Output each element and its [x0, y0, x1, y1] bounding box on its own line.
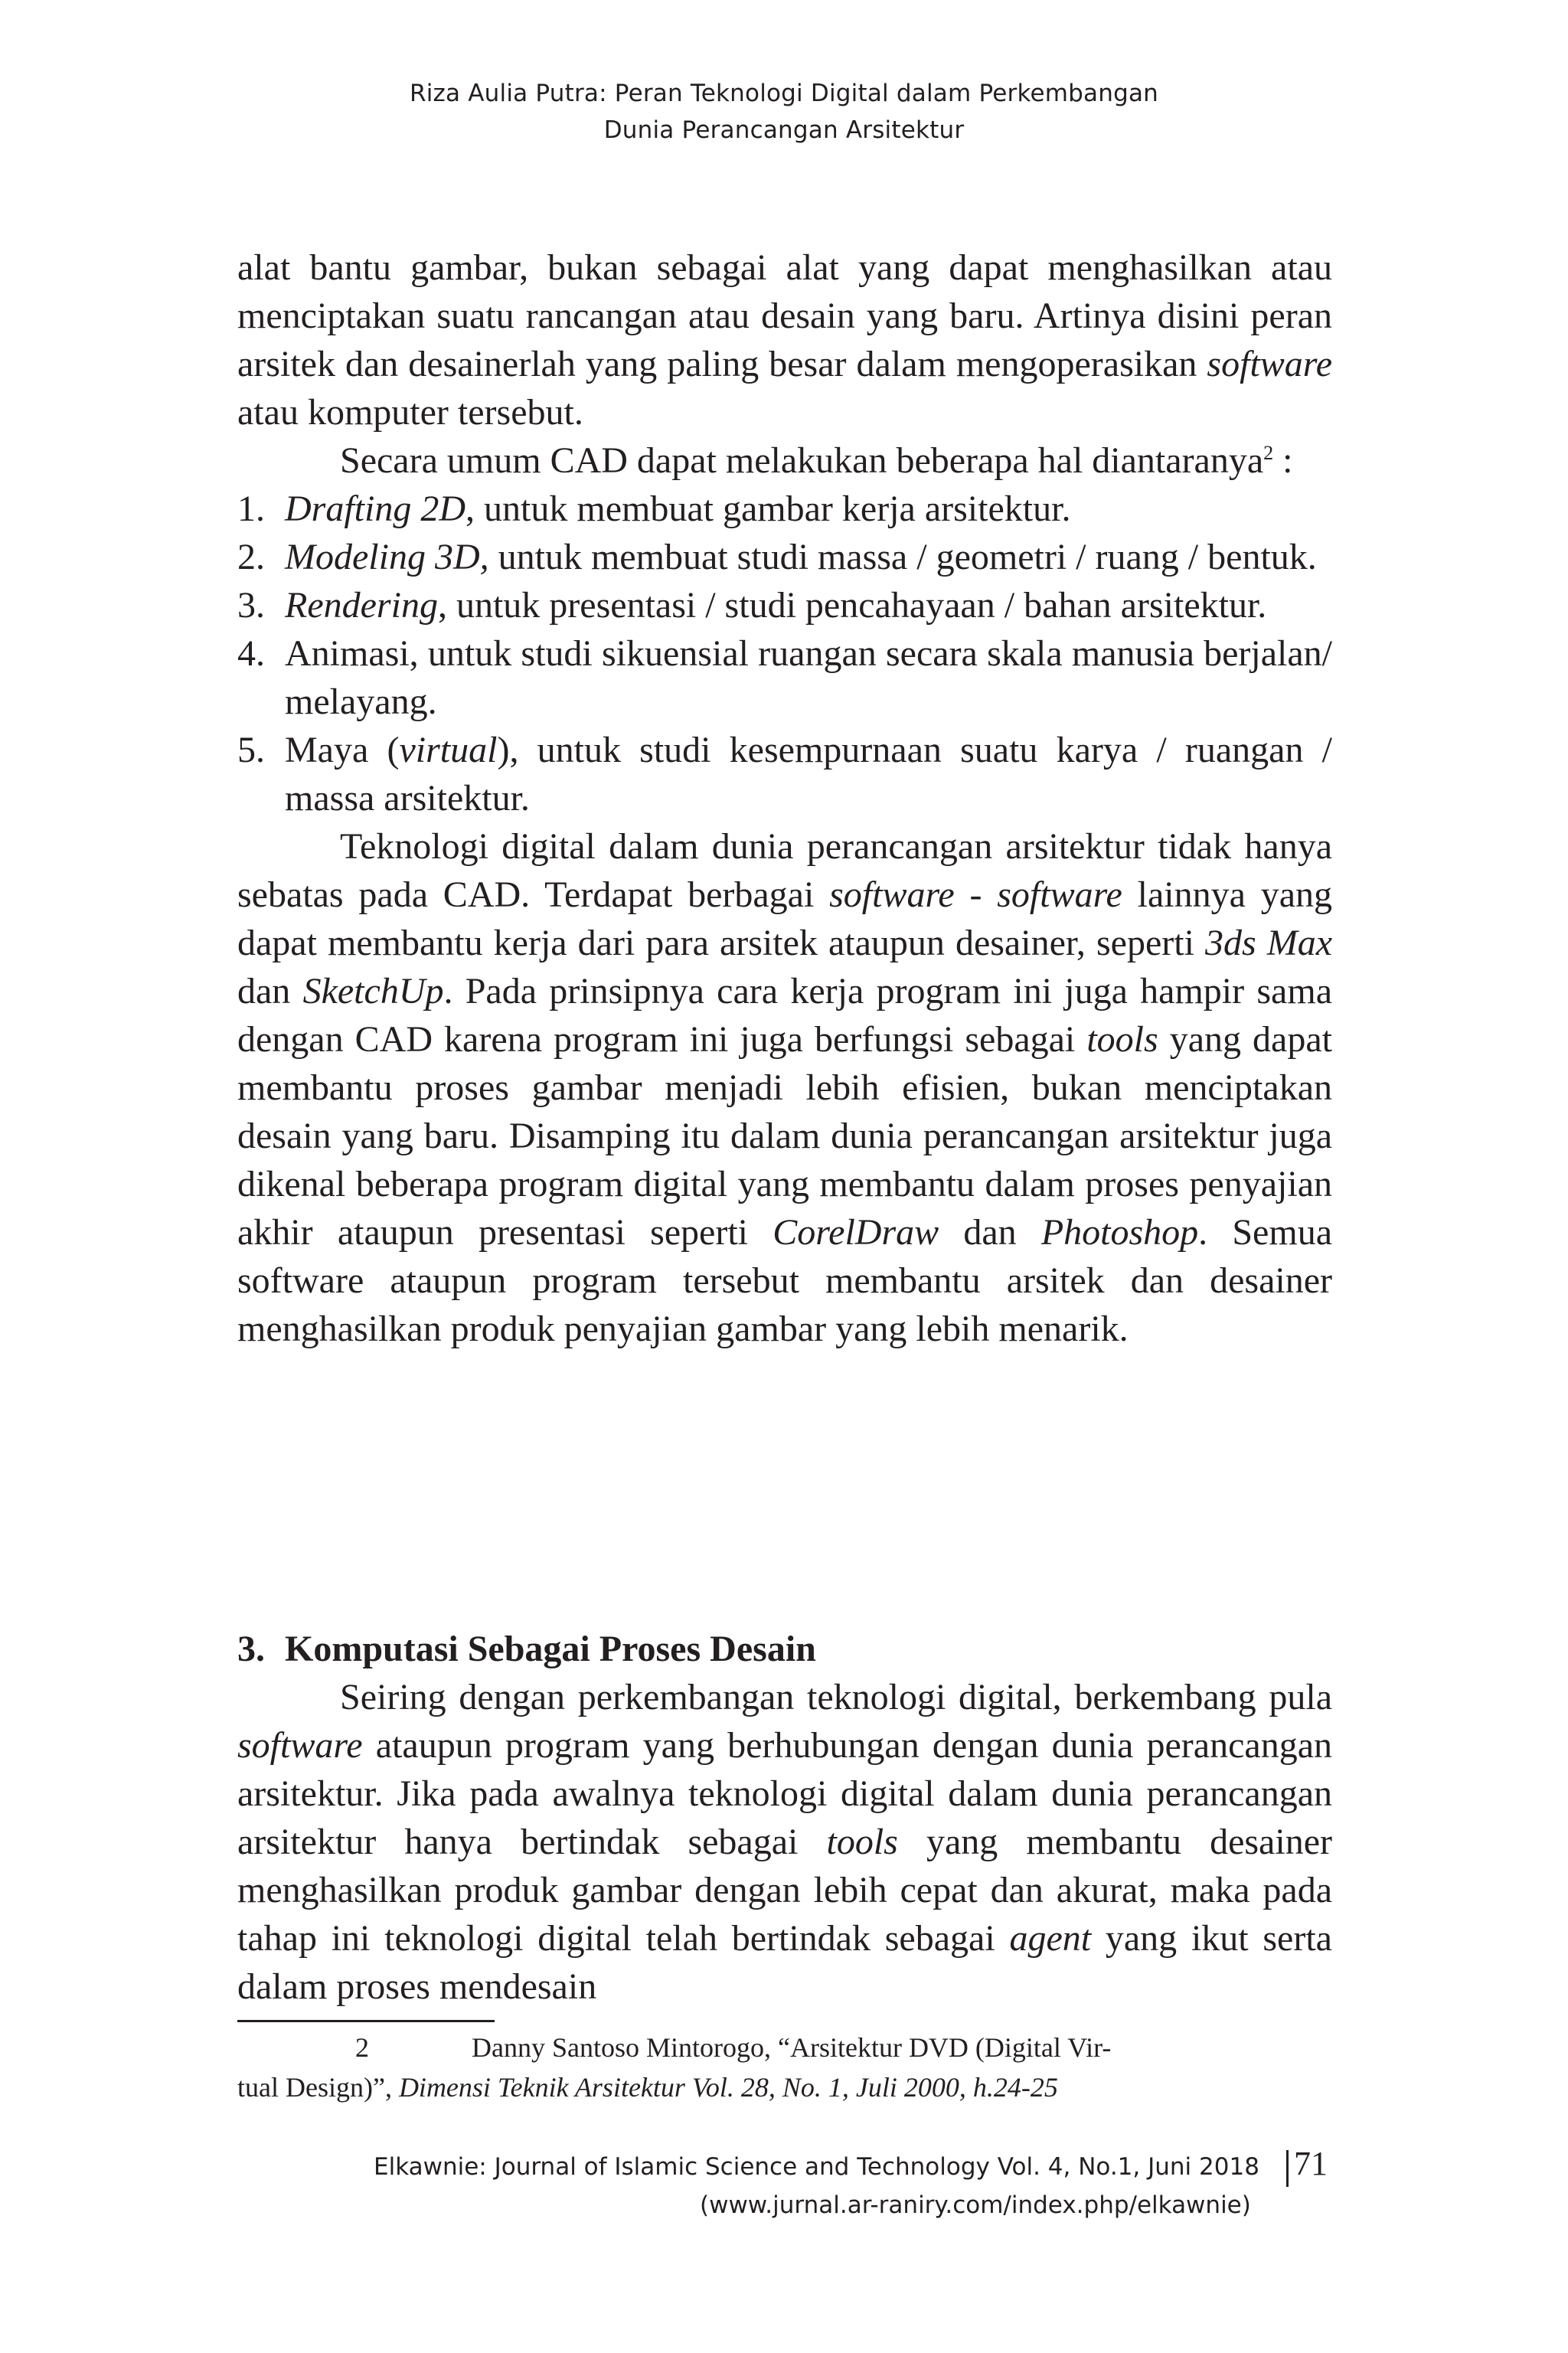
body-text	[237, 243, 1332, 1353]
paragraph-4: Seiring dengan perkembangan teknologi digital, berkembang pula software ataupun program yang berhubungan dengan dunia perancangan arsitektur. Jika pada awalnya teknologi digital dalam dunia perancangan arsitektur hanya bertindak sebagai tools yang membantu desainer menghasilkan produk gambar dengan lebih cepat dan akurat, maka pada tahap ini teknologi digital telah bertindak sebagai agent yang ikut serta dalam proses mendesain	[237, 1677, 1332, 2007]
list-item: 2. Modeling 3D, untuk membuat studi massa / geometri / ruang / bentuk.	[237, 537, 1317, 577]
paragraph-1: alat bantu gambar, bukan sebagai alat yang dapat menghasilkan atau menciptakan suatu rancangan atau desain yang baru. Artinya disini peran arsitek dan desainerlah yang paling besar dalam mengoperasikan software atau komputer tersebut.	[237, 247, 1332, 433]
section-heading: 3. Komputasi Sebagai Proses Desain	[237, 1629, 816, 1669]
section-3	[237, 1625, 1332, 2011]
journal-url: (www.jurnal.ar-raniry.com/index.php/elkawnie)	[700, 2191, 1251, 2219]
footnote-number: 2	[355, 2032, 369, 2063]
running-header-line2: Dunia Perancangan Arsitektur	[603, 116, 965, 144]
running-header-line1: Riza Aulia Putra: Peran Teknologi Digital dalam Perkembangan	[409, 80, 1159, 107]
footnote: 2 Danny Santoso Mintorogo, “Arsitektur DVD (Digital Vir- tual Design)”, Dimensi Teknik Arsitektur Vol. 28, No. 1, Juli 2000, h.24-25	[237, 2032, 1112, 2103]
list-item: 1. Drafting 2D, untuk membuat gambar kerja arsitektur.	[237, 489, 1071, 529]
cad-capabilities-list	[237, 485, 1332, 822]
footnote-rule	[237, 2020, 495, 2022]
paragraph-2: Secara umum CAD dapat melakukan beberapa hal diantaranya$^2$ :	[340, 440, 1293, 481]
page-number: 71	[1294, 2145, 1328, 2182]
list-item: 3. Rendering, untuk presentasi / studi pencahayaan / bahan arsitektur.	[237, 585, 1267, 626]
list-item: 5. Maya (virtual), untuk studi kesempurnaan suatu karya / ruangan / massa arsitektur.	[237, 730, 1332, 819]
journal-footer: Elkawnie: Journal of Islamic Science and Technology Vol. 4, No.1, Juni 2018	[374, 2153, 1259, 2181]
page-number-divider	[1286, 2150, 1289, 2187]
list-item: 4. Animasi, untuk studi sikuensial ruangan secara skala manusia berjalan/ melayang.	[237, 633, 1332, 722]
paragraph-3: Teknologi digital dalam dunia perancangan arsitektur tidak hanya sebatas pada CAD. Terdapat berbagai software - software lainnya yang dapat membantu kerja dari para arsitek ataupun desainer, seperti 3ds Max dan SketchUp. Pada prinsipnya cara kerja program ini juga hampir sama dengan CAD karena program ini juga berfungsi sebagai tools yang dapat membantu proses gambar menjadi lebih efisien, bukan menciptakan desain yang baru. Disamping itu dalam dunia perancangan arsitektur juga dikenal beberapa program digital yang membantu dalam proses penyajian akhir ataupun presentasi seperti CorelDraw dan Photoshop. Semua software ataupun program tersebut membantu arsitek dan desainer menghasilkan produk penyajian gambar yang lebih menarik.	[237, 826, 1333, 1349]
footnote-ref: 2	[1263, 442, 1274, 464]
